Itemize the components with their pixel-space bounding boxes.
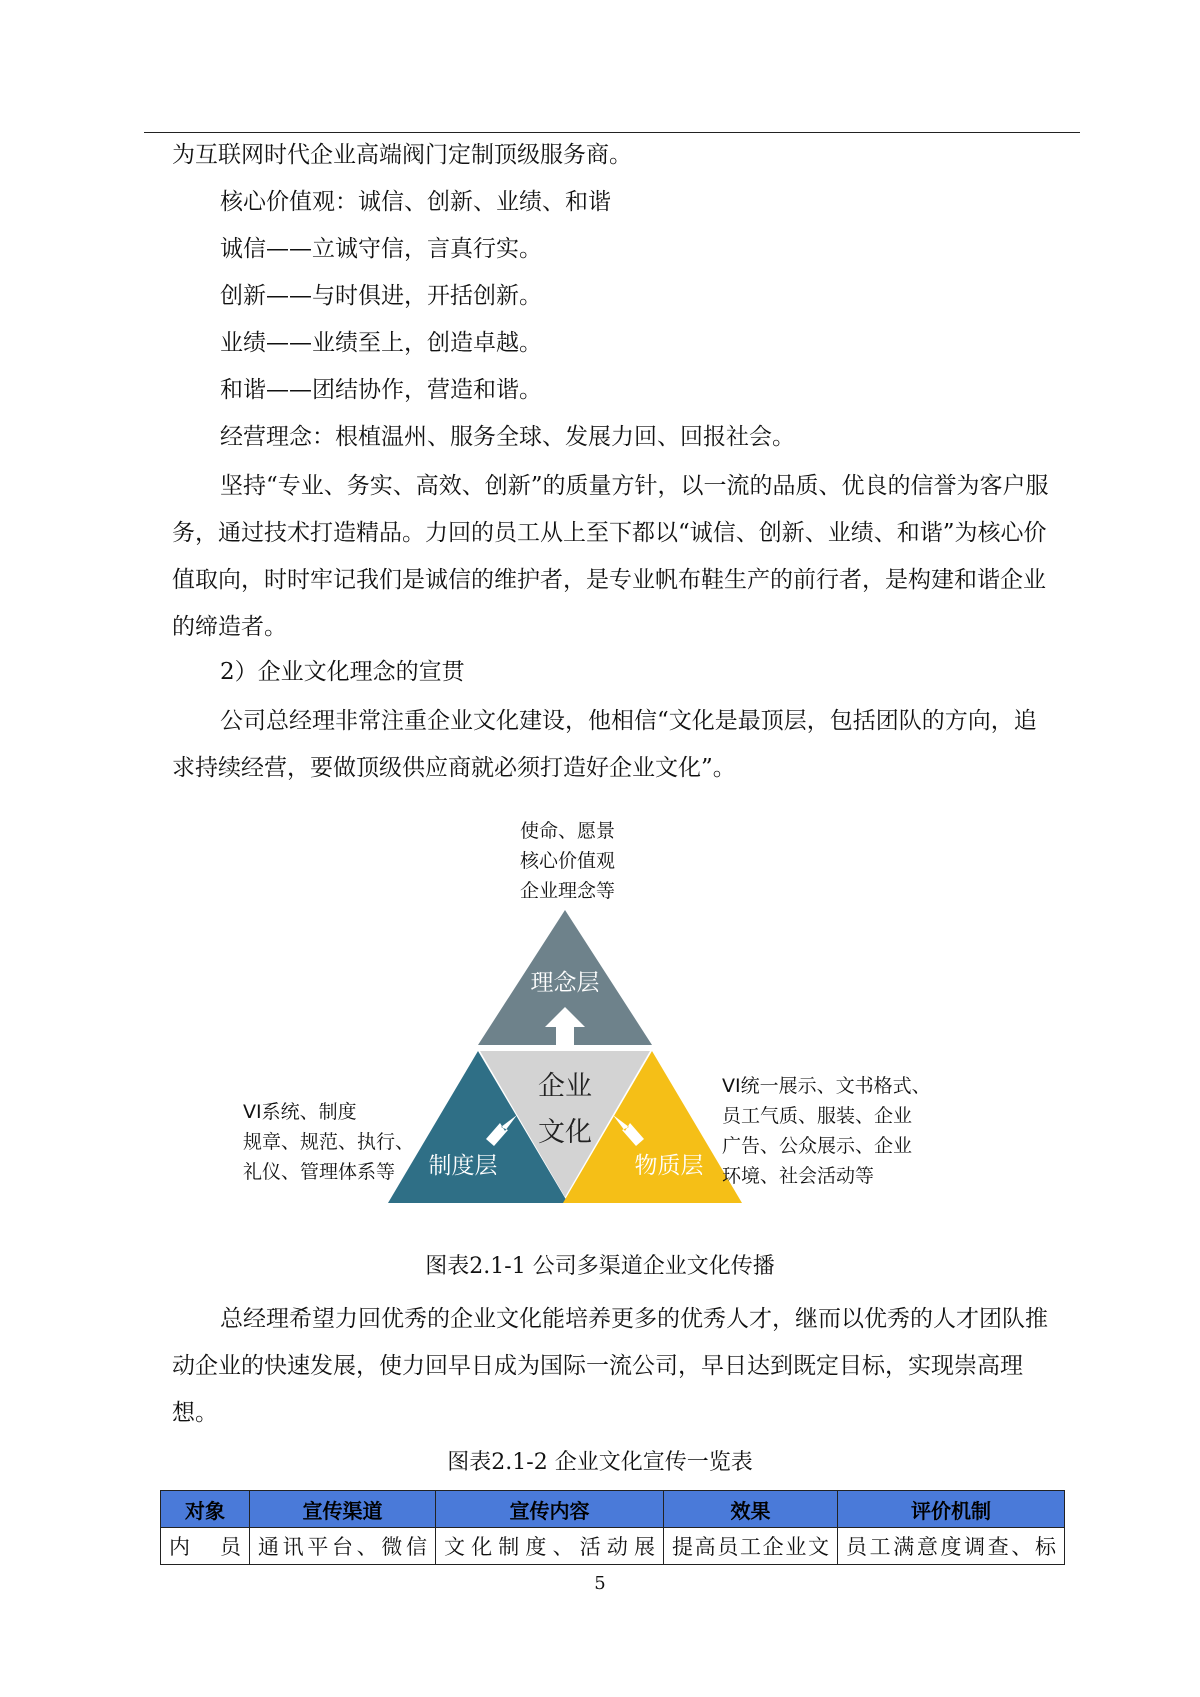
table-cell: 内员: [161, 1528, 250, 1565]
header-channel: 宣传渠道: [250, 1491, 436, 1528]
header-evaluation: 评价机制: [838, 1491, 1065, 1528]
header-rule: [144, 132, 1080, 133]
section-heading: 2）企业文化理念的宣贯: [220, 659, 465, 685]
top-label: 理念层: [530, 970, 600, 996]
left-note-1: VI系统、制度: [243, 1101, 357, 1123]
business-philosophy: 经营理念：根植温州、服务全球、发展力回、回报社会。: [220, 424, 795, 450]
table-header-row: [161, 1491, 1065, 1528]
center-text-2: 文化: [538, 1117, 592, 1148]
left-note-2: 规章、规范、执行、: [243, 1131, 415, 1153]
header-content: 宣传内容: [436, 1491, 664, 1528]
quality-paragraph: 坚持“专业、务实、高效、创新”的质量方针，以一流的品质、优良的信誉为客户服务，通过技术打造精品。力回的员工从上至下都以“诚信、创新、业绩、和谐”为核心价值取向，时时牢记我们是诚信的维护者，是专业帆布鞋生产的前行者，是构建和谐企业的缔造者。: [172, 473, 1049, 640]
left-note-3: 礼仪、管理体系等: [243, 1161, 396, 1183]
culture-promotion-table: [160, 1490, 1065, 1565]
value-harmony: 和谐——团结协作，营造和谐。: [220, 377, 542, 403]
core-values: 核心价值观：诚信、创新、业绩、和谐: [220, 189, 611, 215]
table-cell: 提高员工企业文: [664, 1528, 838, 1565]
hope-paragraph: 总经理希望力回优秀的企业文化能培养更多的优秀人才，继而以优秀的人才团队推动企业的快速发展，使力回早日成为国际一流公司，早日达到既定目标，实现崇高理想。: [172, 1306, 1048, 1426]
header-target: 对象: [161, 1491, 250, 1528]
table-cell: 文化制度、活动展: [436, 1528, 664, 1565]
body-line-1: 为互联网时代企业高端阀门定制顶级服务商。: [172, 142, 632, 168]
value-performance: 业绩——业绩至上，创造卓越。: [220, 330, 542, 356]
center-text-1: 企业: [538, 1071, 592, 1102]
culture-triangle-diagram: [0, 815, 1200, 1235]
top-note-2: 核心价值观: [520, 850, 616, 872]
right-note-1: VI统一展示、文书格式、: [722, 1075, 931, 1097]
left-label: 制度层: [428, 1153, 498, 1179]
table-row: [161, 1528, 1065, 1565]
right-label: 物质层: [634, 1153, 704, 1179]
right-note-3: 广告、公众展示、企业: [722, 1135, 913, 1157]
value-innovation: 创新——与时俱进，开括创新。: [220, 283, 542, 309]
table-cell: 员工满意度调查、标: [838, 1528, 1065, 1565]
header-effect: 效果: [664, 1491, 838, 1528]
figure-caption-2: 图表2.1-2 企业文化宣传一览表: [447, 1450, 753, 1475]
value-integrity: 诚信——立诚守信，言真行实。: [220, 236, 542, 262]
gm-paragraph: 公司总经理非常注重企业文化建设，他相信“文化是最顶层，包括团队的方向，追求持续经营，要做顶级供应商就必须打造好企业文化”。: [172, 708, 1037, 781]
page-number: 5: [594, 1573, 606, 1594]
right-note-2: 员工气质、服装、企业: [722, 1105, 913, 1127]
top-note-3: 企业理念等: [520, 880, 616, 902]
top-note-1: 使命、愿景: [520, 820, 616, 842]
right-note-4: 环境、社会活动等: [722, 1165, 875, 1187]
table-cell: 通讯平台、微信: [250, 1528, 436, 1565]
figure-caption-1: 图表2.1-1 公司多渠道企业文化传播: [425, 1254, 775, 1279]
